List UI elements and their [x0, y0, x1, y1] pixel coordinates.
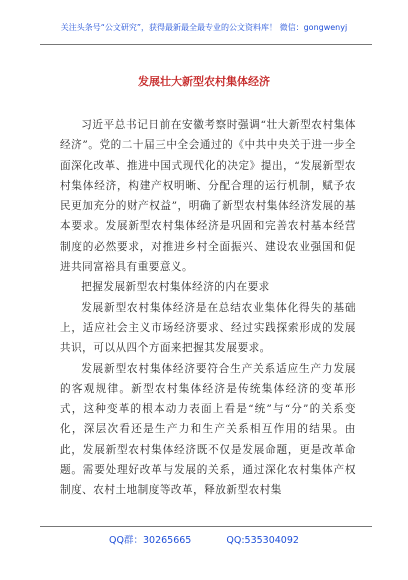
header-banner: 关注头条号“公文研究”，获得最新最全最专业的公文资料库！ 微信：gongwenyj	[60, 23, 348, 32]
paragraph-consensus: 发展新型农村集体经济是在总结农业集体化得失的基础上，适应社会主义市场经济要求、经过实践探索形成的发展共识，可以从四个方面来把握其发展要求。	[60, 301, 356, 355]
document-body	[60, 115, 356, 501]
document-title: 发展壮大新型农村集体经济	[138, 75, 270, 88]
footer-divider	[40, 526, 372, 527]
header-divider	[40, 44, 372, 45]
footer-qq-group: QQ群：30265665	[109, 535, 192, 546]
section-heading: 把握发展新型农村集体经济的内在要求	[81, 281, 270, 294]
footer-qq: QQ:535304092	[226, 535, 299, 546]
paragraph-intro: 习近平总书记日前在安徽考察时强调“壮大新型农村集体经济”。党的二十届三中全会通过的《中共中央关于进一步全面深化改革、推进中国式现代化的决定》提出，“发展新型农村集体经济，构建产权明晰、分配合理的运行机制，赋予农民更加充分的财产权益”，明确了新型农村集体经济发展的基本要求。发展新型农村集体经济是巩固和完善农村基本经营制度的必然要求，对推进乡村全面振兴、建设农业强国和促进共同富裕具有重要意义。	[60, 119, 356, 274]
paragraph-productivity: 发展新型农村集体经济要符合生产关系适应生产力发展的客观规律。新型农村集体经济是传统集体经济的变革形式，这种变革的根本动力表面上看是“统”与“分”的关系变化，深层次看还是生产力和生产关系相互作用的结果。由此，发展新型农村集体经济既不仅是发展命题，更是改革命题。需要处理好改革与发展的关系，通过深化农村集体产权制度、农村土地制度等改革，释放新型农村集	[60, 362, 356, 497]
footer-contact	[0, 532, 408, 546]
